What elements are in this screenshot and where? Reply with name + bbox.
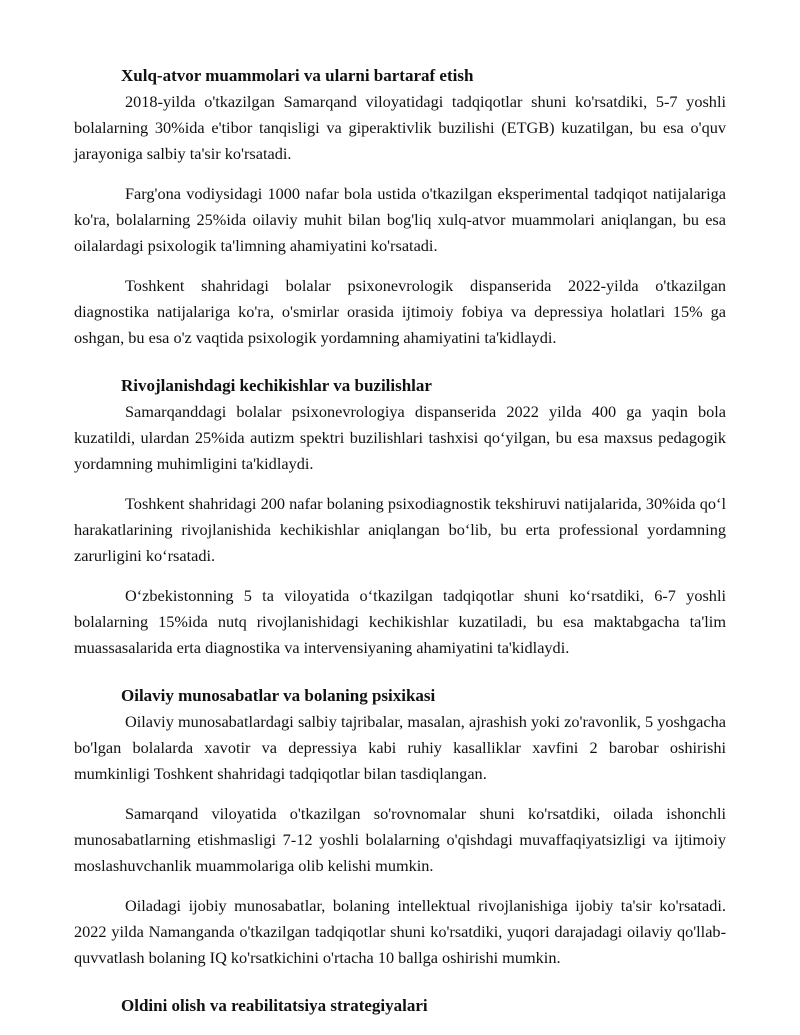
section-heading: Rivojlanishdagi kechikishlar va buzilishlar xyxy=(121,376,432,395)
paragraph: Oiladagi ijobiy munosabatlar, bolaning intellektual rivojlanishiga ijobiy ta'sir ko'rsatadi. 2022 yilda Namanganda o'tkazilgan tadqiqotlar shuni ko'rsatdiki, yuqori darajadagi oilaviy qo'llab-quvvatlash bolaning IQ ko'rsatkichini o'rtacha 10 ballga oshirishi mumkin. xyxy=(74,896,726,967)
paragraph: Farg'ona vodiysidagi 1000 nafar bola ustida o'tkazilgan eksperimental tadqiqot natijalariga ko'ra, bolalarning 25%ida oilaviy muhit bilan bog'liq xulq-atvor muammolari aniqlangan, bu esa oilalardagi psixologik ta'limning ahamiyatini ko'rsatadi. xyxy=(74,184,726,255)
paragraph: Toshkent shahridagi bolalar psixonevrologik dispanserida 2022-yilda o'tkazilgan diagnostika natijalariga ko'ra, o'smirlar orasida ijtimoiy fobiya va depressiya holatlari 15% ga oshgan, bu esa o'z vaqtida psixologik yordamning ahamiyatini ta'kidlaydi. xyxy=(74,276,726,347)
document-page xyxy=(74,63,726,1019)
paragraph: O‘zbekistonning 5 ta viloyatida o‘tkazilgan tadqiqotlar shuni ko‘rsatdiki, 6-7 yoshli bolalarning 15%ida nutq rivojlanishidagi kechikishlar kuzatiladi, bu esa maktabgacha ta'lim muassasalarida erta diagnostika va intervensiyaning ahamiyatini ta'kidlaydi. xyxy=(74,586,726,657)
section-heading: Oldini olish va reabilitatsiya strategiyalari xyxy=(121,996,428,1015)
section-behavior xyxy=(74,63,726,351)
paragraph: Toshkent shahridagi 200 nafar bolaning psixodiagnostik tekshiruvi natijalarida, 30%ida qo‘l harakatlarining rivojlanishida kechikishlar aniqlangan bo‘lib, bu erta professional yordamning zarurligini ko‘rsatadi. xyxy=(74,494,726,565)
paragraph: Samarqand viloyatida o'tkazilgan so'rovnomalar shuni ko'rsatdiki, oilada ishonchli munosabatlarning etishmasligi 7-12 yoshli bolalarning o'qishdagi muvaffaqiyatsizligi va ijtimoiy moslashuvchanlik muammolariga olib kelishi mumkin. xyxy=(74,804,726,875)
section-family xyxy=(74,683,726,971)
paragraph: Oilaviy munosabatlardagi salbiy tajribalar, masalan, ajrashish yoki zo'ravonlik, 5 yoshgacha bo'lgan bolalarda xavotir va depressiya kabi ruhiy kasalliklar xavfini 2 barobar oshirishi mumkinligi Toshkent shahridagi tadqiqotlar bilan tasdiqlangan. xyxy=(74,712,726,783)
section-heading: Xulq-atvor muammolari va ularni bartaraf etish xyxy=(121,66,474,85)
section-development xyxy=(74,373,726,661)
paragraph: 2018-yilda o'tkazilgan Samarqand viloyatidagi tadqiqotlar shuni ko'rsatdiki, 5-7 yoshli bolalarning 30%ida e'tibor tanqisligi va giperaktivlik buzilishi (ETGB) kuzatilgan, bu esa o'quv jarayoniga salbiy ta'sir ko'rsatadi. xyxy=(74,92,726,163)
section-prevention xyxy=(74,993,726,1019)
section-heading: Oilaviy munosabatlar va bolaning psixikasi xyxy=(121,686,436,705)
paragraph: Samarqanddagi bolalar psixonevrologiya dispanserida 2022 yilda 400 ga yaqin bola kuzatildi, ulardan 25%ida autizm spektri buzilishlari tashxisi qo‘yilgan, bu esa maxsus pedagogik yordamning muhimligini ta'kidlaydi. xyxy=(74,402,726,473)
